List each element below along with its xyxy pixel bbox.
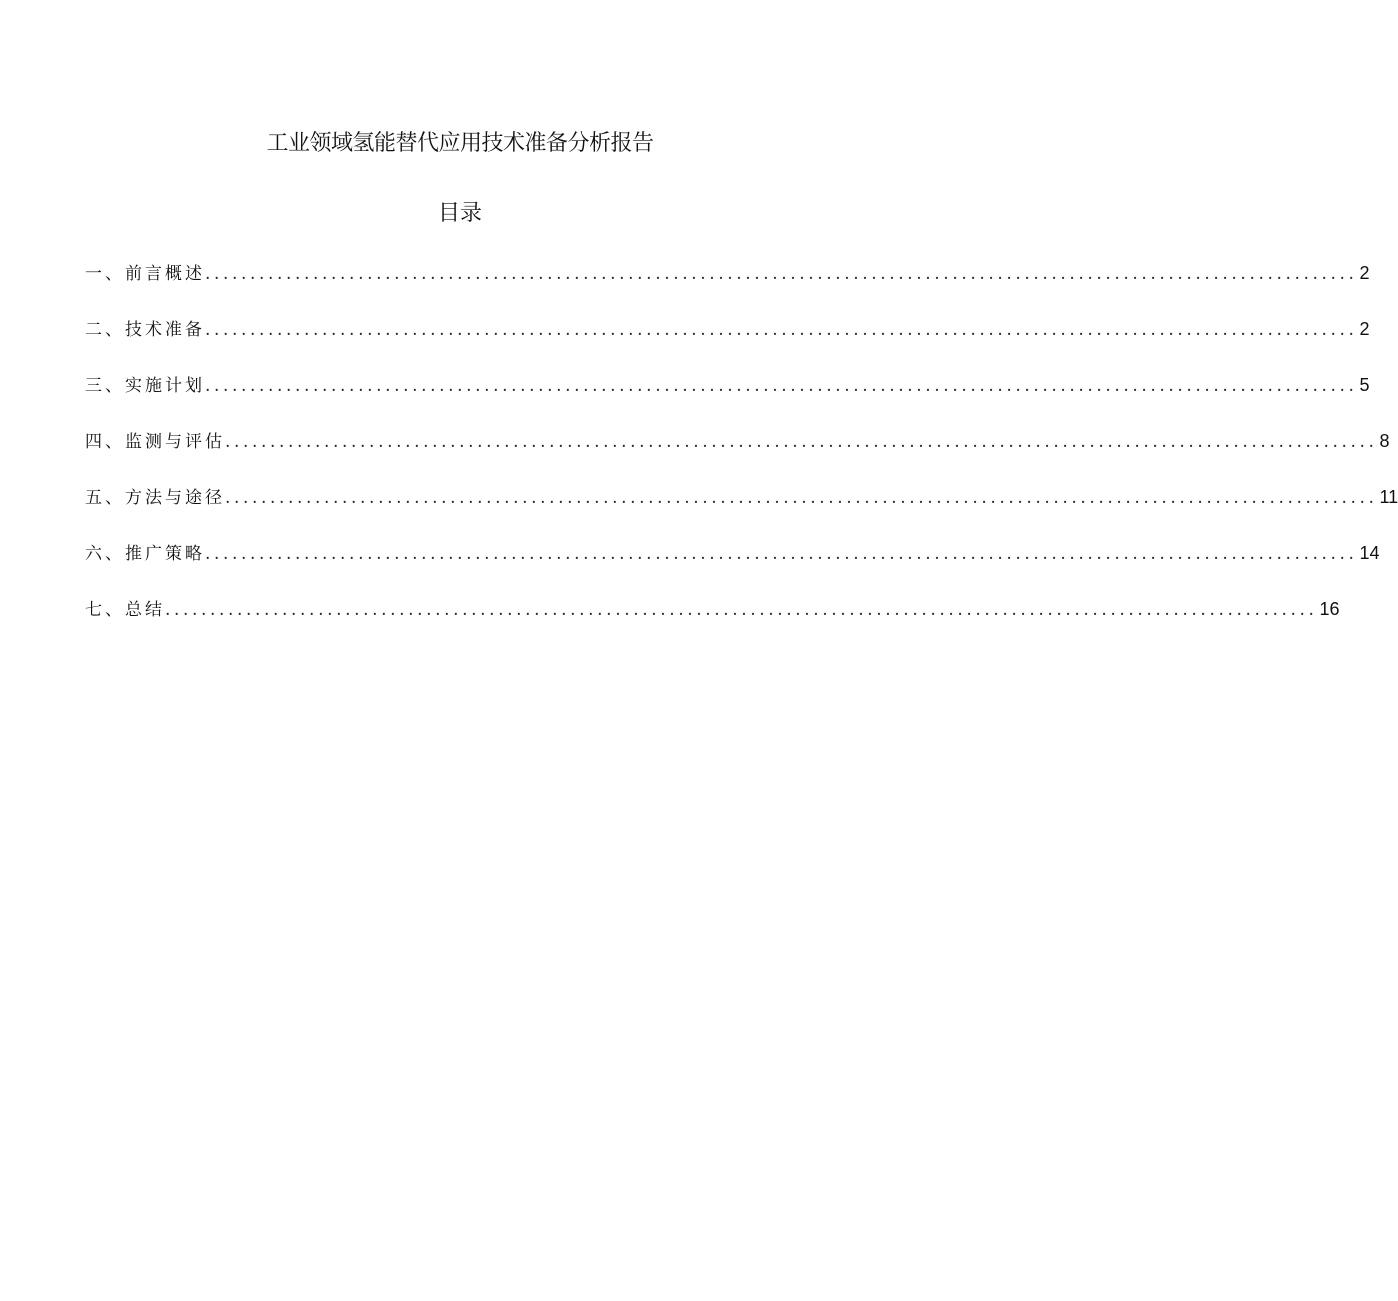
toc-entry-technical-preparation[interactable] — [85, 315, 1370, 371]
toc-dot-leader: ................................................................................................................................ — [225, 488, 1378, 508]
toc-dot-leader: ................................................................................................................................ — [205, 376, 1358, 396]
toc-entry-preface[interactable] — [85, 259, 1370, 315]
toc-entry-promotion-strategy[interactable] — [85, 539, 1380, 595]
toc-page-number: 2 — [1359, 319, 1370, 339]
toc-entry-label: 二、技术准备 — [85, 320, 205, 340]
toc-dot-leader: ................................................................................................................................ — [205, 264, 1358, 284]
toc-page-number: 14 — [1359, 543, 1380, 563]
toc-entry-implementation-plan[interactable] — [85, 371, 1370, 427]
toc-entry-label: 七、总结 — [85, 600, 165, 620]
toc-heading: 目录 — [437, 201, 482, 226]
toc-dot-leader: ................................................................................................................................ — [225, 432, 1378, 452]
toc-entry-label: 六、推广策略 — [85, 544, 205, 564]
toc-page-number: 5 — [1359, 375, 1370, 395]
toc-entry-summary[interactable] — [85, 595, 1340, 651]
toc-entry-monitoring-evaluation[interactable] — [85, 427, 1390, 483]
toc-entry-label: 五、方法与途径 — [85, 488, 225, 508]
toc-page-number: 8 — [1379, 431, 1390, 451]
toc-entry-label: 三、实施计划 — [85, 376, 205, 396]
toc-entry-methods-approaches[interactable] — [85, 483, 1398, 539]
toc-page-number: 16 — [1319, 599, 1340, 619]
toc-dot-leader: ................................................................................................................................ — [205, 320, 1358, 340]
document-title: 工业领域氢能替代应用技术准备分析报告 — [266, 131, 654, 156]
toc-dot-leader: ................................................................................................................................ — [205, 544, 1358, 564]
toc-entry-label: 四、监测与评估 — [85, 432, 225, 452]
toc-dot-leader: ................................................................................................................................ — [165, 600, 1318, 620]
toc-entry-label: 一、前言概述 — [85, 264, 205, 284]
table-of-contents — [85, 259, 1398, 651]
toc-page-number: 2 — [1359, 263, 1370, 283]
toc-page-number: 11 — [1379, 487, 1398, 507]
